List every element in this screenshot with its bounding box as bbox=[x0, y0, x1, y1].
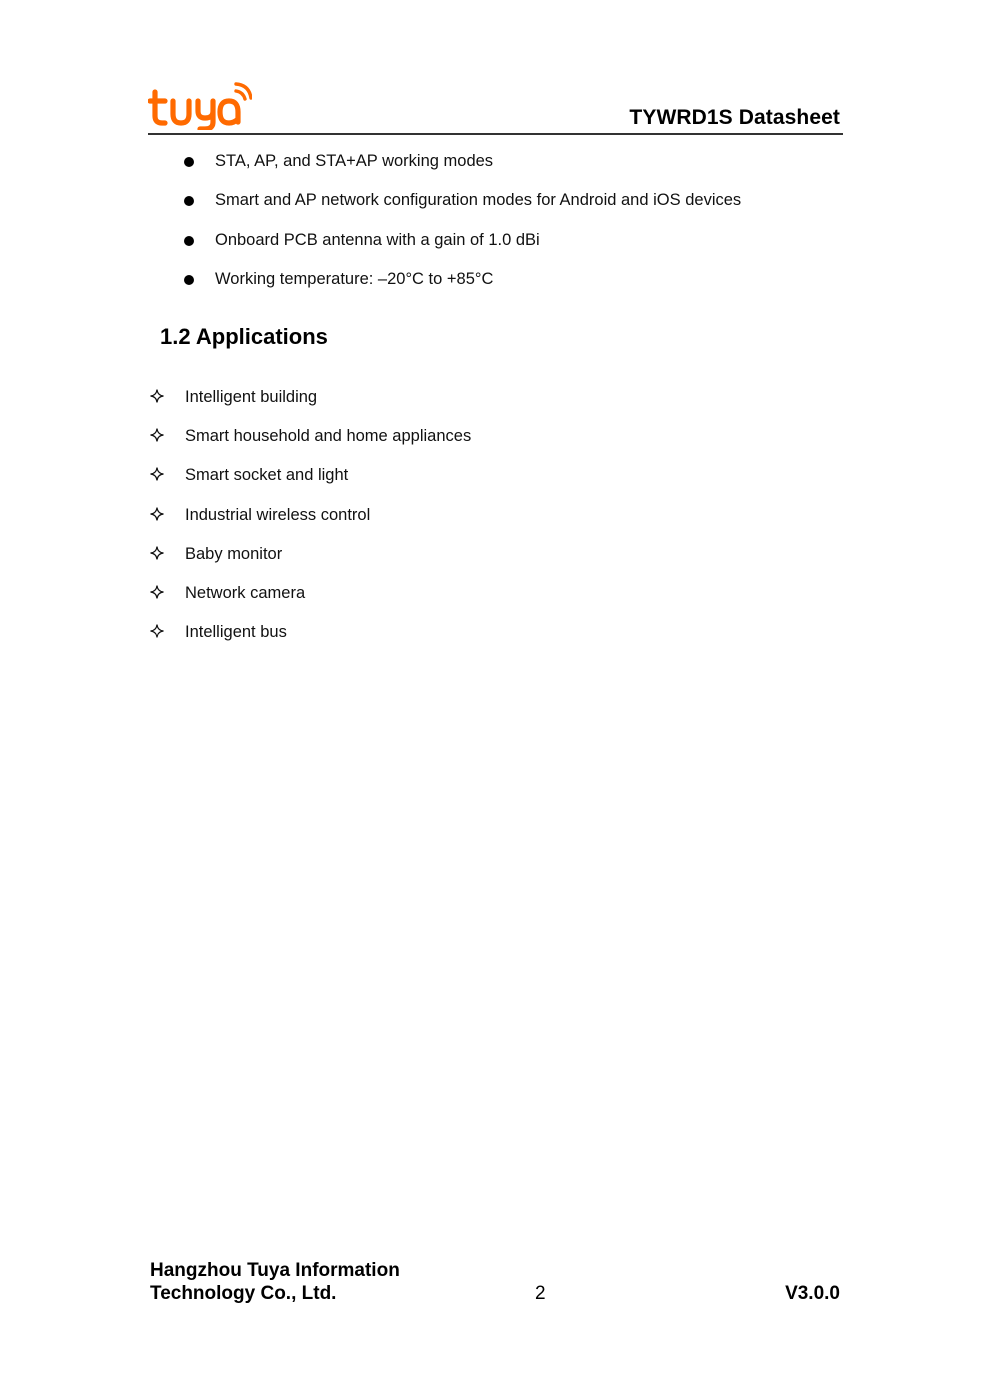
section-heading: 1.2 Applications bbox=[160, 324, 328, 349]
document-title: TYWRD1S Datasheet bbox=[629, 106, 840, 129]
list-item-text: STA, AP, and STA+AP working modes bbox=[215, 152, 494, 170]
list-item-text: Intelligent bus bbox=[185, 623, 287, 642]
bullet-dot-icon bbox=[184, 236, 194, 246]
star-bullet-icon bbox=[149, 388, 165, 404]
list-item-text: Onboard PCB antenna with a gain of 1.0 dBi bbox=[215, 230, 540, 249]
list-item-text: Network camera bbox=[185, 583, 306, 602]
list-item-text: Smart household and home appliances bbox=[185, 427, 472, 446]
header-divider bbox=[148, 133, 843, 135]
bullet-dot-icon bbox=[184, 196, 194, 206]
star-bullet-icon bbox=[149, 584, 165, 600]
document-version: V3.0.0 bbox=[785, 1283, 840, 1304]
star-bullet-icon bbox=[149, 506, 165, 522]
list-item-text: Intelligent building bbox=[185, 388, 318, 406]
footer-company-line2: Technology Co., Ltd. bbox=[150, 1283, 337, 1304]
page-number: 2 bbox=[535, 1283, 546, 1304]
star-bullet-icon bbox=[149, 466, 165, 482]
bullet-dot-icon bbox=[184, 157, 194, 167]
star-bullet-icon bbox=[149, 427, 165, 443]
footer-company-name bbox=[150, 1259, 400, 1305]
list-item-text: Smart socket and light bbox=[185, 466, 349, 485]
page-header bbox=[148, 80, 843, 135]
list-item-text: Smart and AP network configuration modes for Android and iOS devices bbox=[215, 191, 742, 210]
tuya-logo-icon bbox=[148, 82, 252, 130]
footer-company-line1: Hangzhou Tuya Information bbox=[150, 1260, 400, 1281]
star-bullet-icon bbox=[149, 545, 165, 561]
list-item-text: Baby monitor bbox=[185, 544, 283, 563]
list-item-text: Industrial wireless control bbox=[185, 505, 371, 524]
star-bullet-icon bbox=[149, 623, 165, 639]
bullet-dot-icon bbox=[184, 275, 194, 285]
list-item-text: Working temperature: –20°C to +85°C bbox=[215, 269, 494, 288]
